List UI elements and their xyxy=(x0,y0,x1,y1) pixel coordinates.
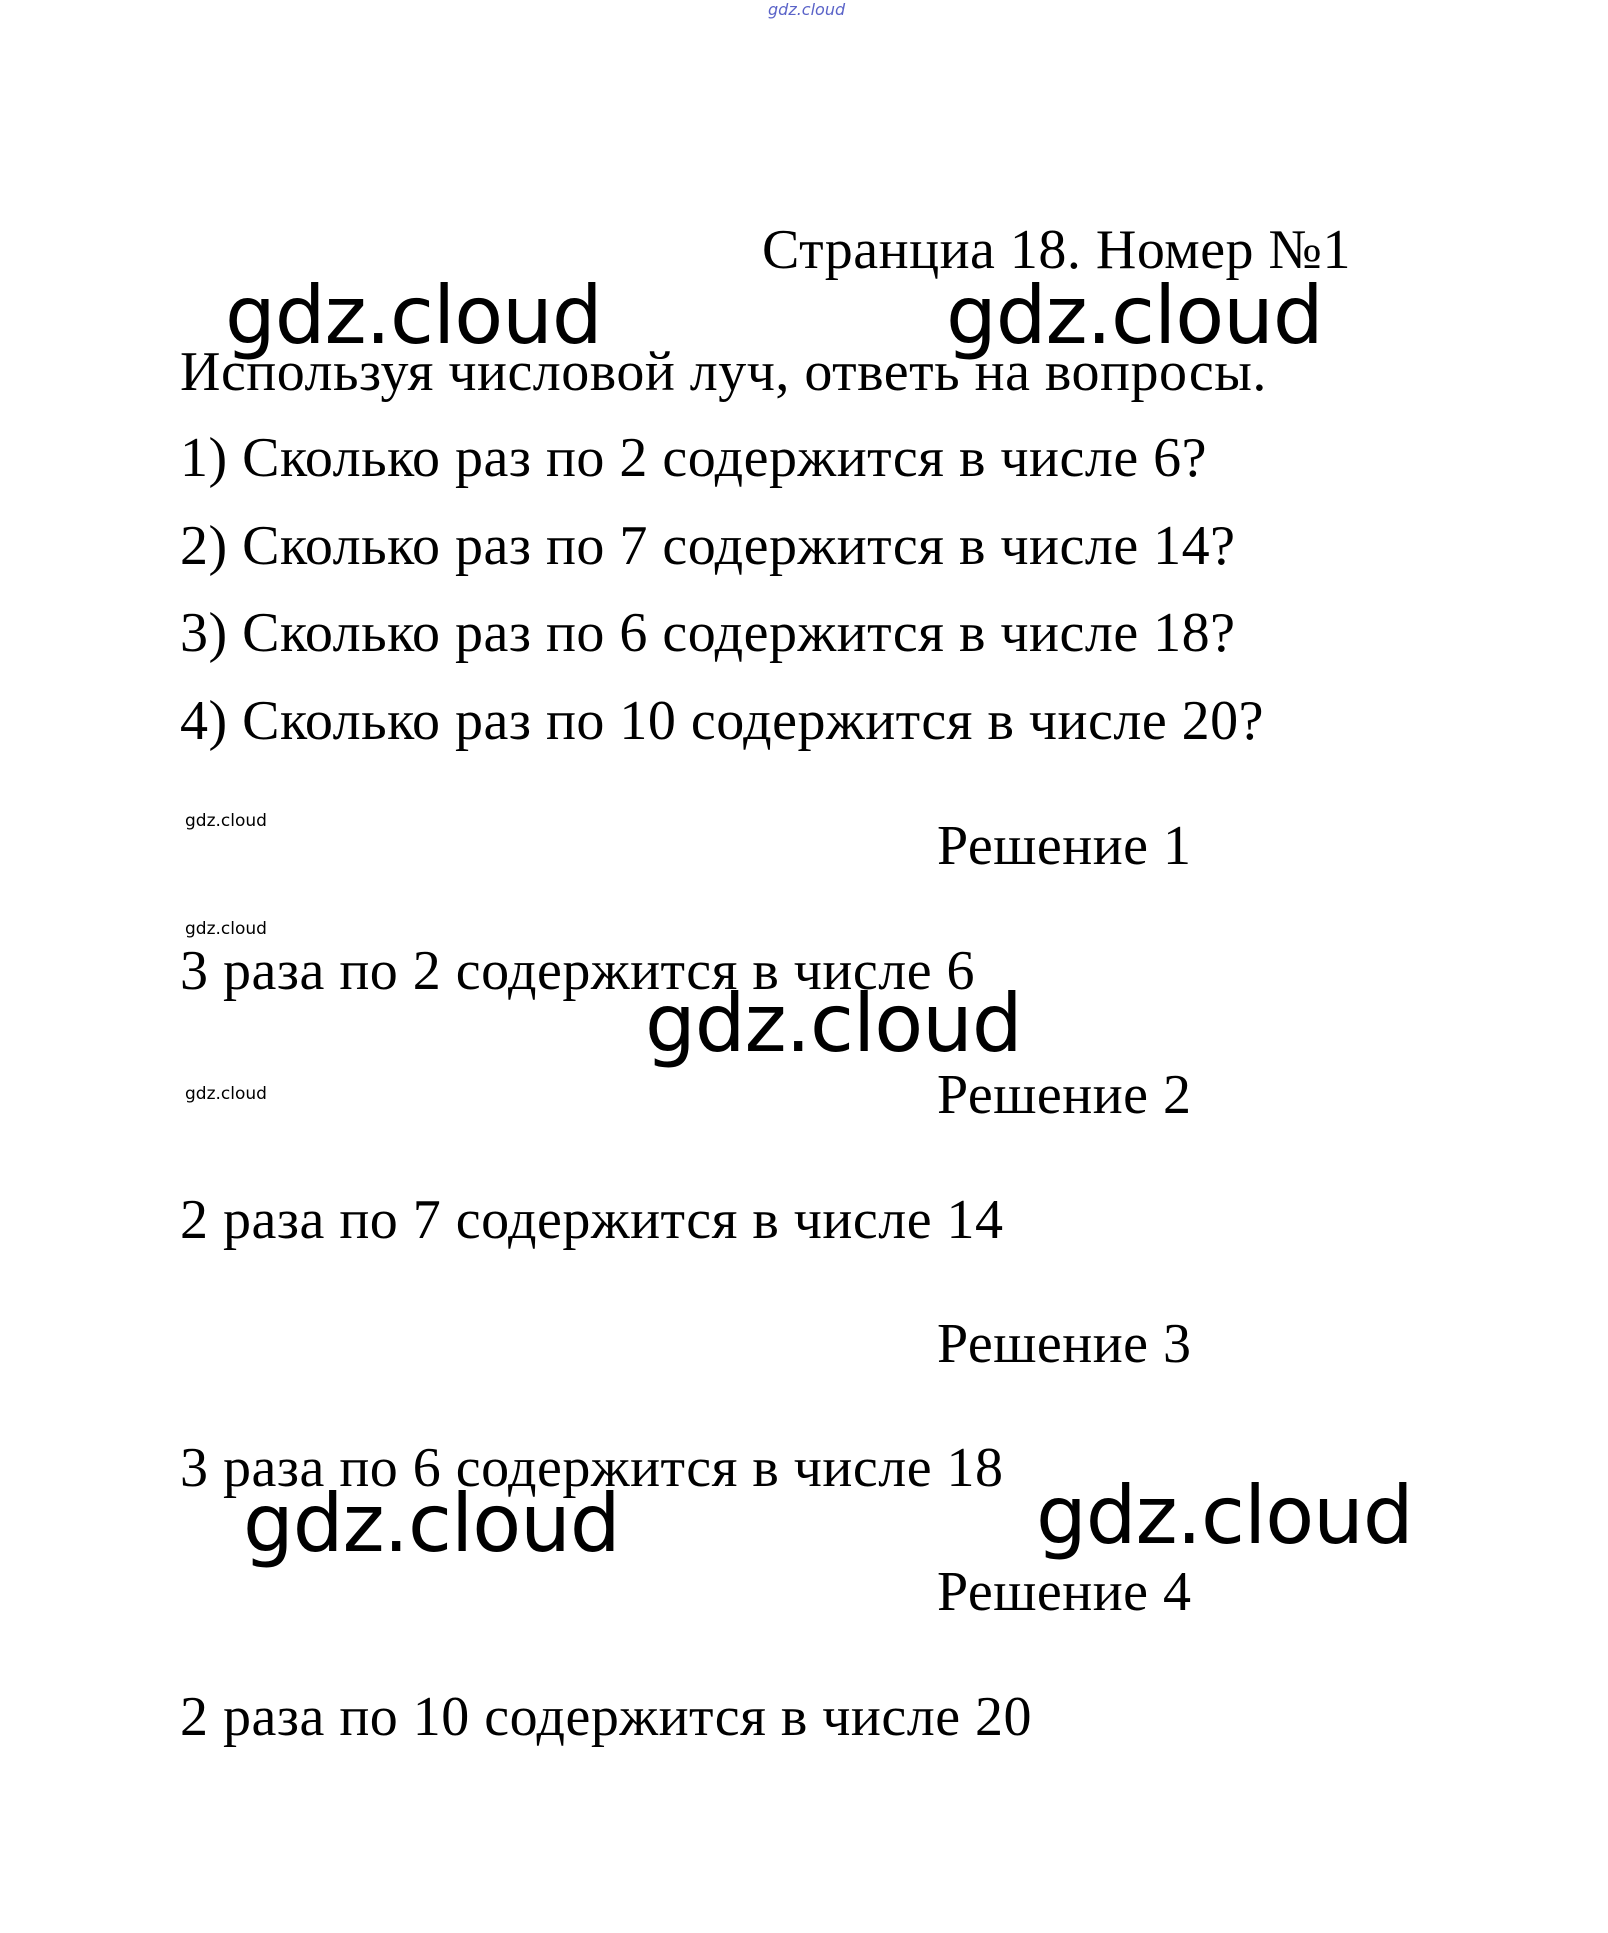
solution-answer: 3 раза по 2 содержится в числе 6 xyxy=(180,940,976,1002)
solution-answer: 3 раза по 6 содержится в числе 18 xyxy=(180,1437,1004,1499)
solution-heading: Решение 2 xyxy=(937,1064,1192,1126)
solution-heading: Решение 3 xyxy=(937,1313,1192,1375)
question-item: 1) Сколько раз по 2 содержится в числе 6? xyxy=(180,427,1208,489)
question-item: 4) Сколько раз по 10 содержится в числе 20? xyxy=(180,690,1265,752)
solution-answer: 2 раза по 7 содержится в числе 14 xyxy=(180,1189,1004,1251)
solution-heading: Решение 1 xyxy=(937,815,1192,877)
watermark-large: gdz.cloud xyxy=(946,269,1323,362)
question-item: 2) Сколько раз по 7 содержится в числе 14? xyxy=(180,515,1236,577)
question-item: 3) Сколько раз по 6 содержится в числе 18? xyxy=(180,602,1236,664)
watermark-small: gdz.cloud xyxy=(185,811,267,831)
watermark-large: gdz.cloud xyxy=(645,977,1022,1070)
watermark-small: gdz.cloud xyxy=(185,919,267,939)
top-watermark: gdz.cloud xyxy=(768,0,846,19)
watermark-large: gdz.cloud xyxy=(243,1477,620,1570)
solution-heading: Решение 4 xyxy=(937,1561,1192,1623)
watermark-large: gdz.cloud xyxy=(225,269,602,362)
solution-answer: 2 раза по 10 содержится в числе 20 xyxy=(180,1686,1033,1748)
watermark-small: gdz.cloud xyxy=(185,1084,267,1104)
page-title: Странциа 18. Номер №1 xyxy=(762,219,1351,281)
task-instruction: Используя числовой луч, ответь на вопросы. xyxy=(180,341,1267,403)
watermark-large: gdz.cloud xyxy=(1036,1469,1413,1562)
